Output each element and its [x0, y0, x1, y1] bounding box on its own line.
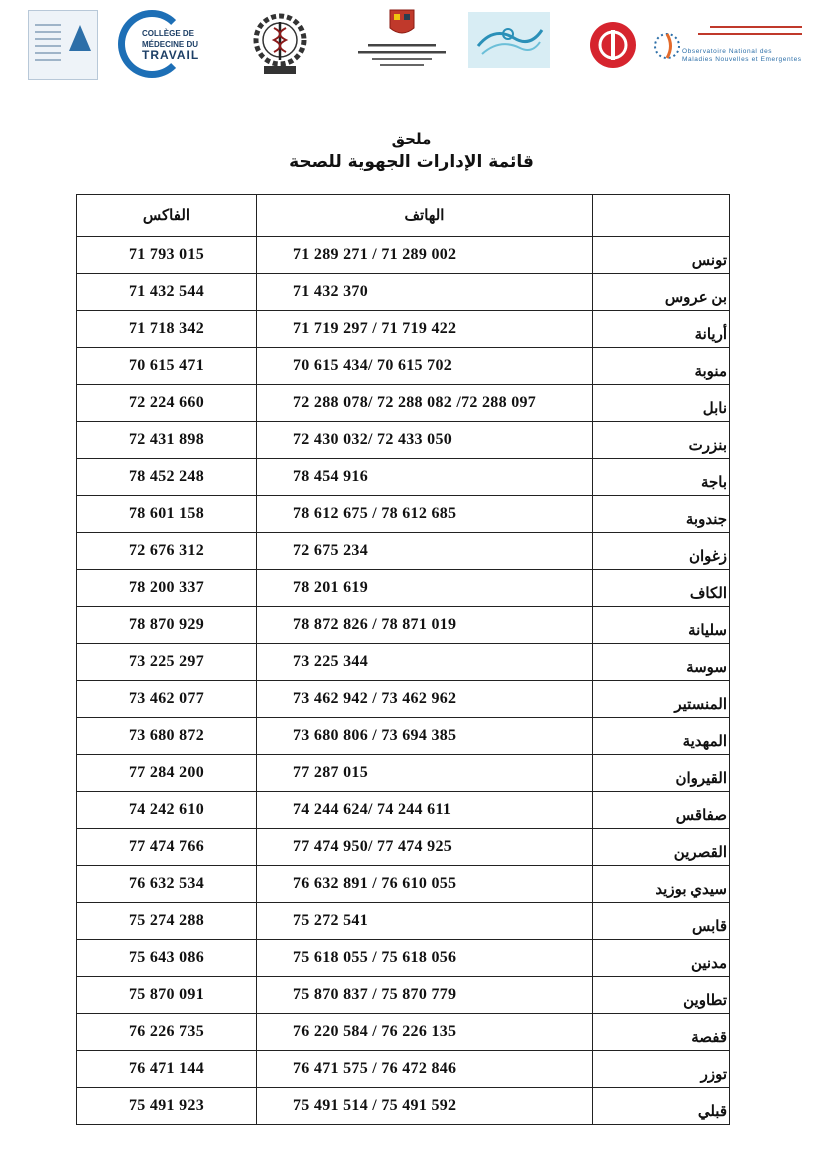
table-row	[77, 459, 730, 496]
region-cell: مدنين	[593, 940, 730, 977]
region-cell: قبلي	[593, 1088, 730, 1125]
region-cell: تطاوين	[593, 977, 730, 1014]
fax-cell: 71 432 544	[77, 274, 257, 311]
phone-cell: 72 288 078/ 72 288 082 /72 288 097	[257, 385, 593, 422]
fax-cell: 77 474 766	[77, 829, 257, 866]
phone-cell: 75 272 541	[257, 903, 593, 940]
phone-cell: 77 287 015	[257, 755, 593, 792]
phone-cell: 71 432 370	[257, 274, 593, 311]
institut-sante-securite-travail-logo	[28, 10, 98, 80]
fax-cell: 72 431 898	[77, 422, 257, 459]
fax-cell: 72 676 312	[77, 533, 257, 570]
fax-cell: 71 793 015	[77, 237, 257, 274]
table-row	[77, 829, 730, 866]
phone-cell: 71 719 297 / 71 719 422	[257, 311, 593, 348]
table-row	[77, 903, 730, 940]
annex-label: ملحق	[391, 130, 432, 148]
fax-cell: 73 680 872	[77, 718, 257, 755]
table-row	[77, 496, 730, 533]
college-medecine-du-travail-logo	[118, 8, 230, 78]
region-cell: القصرين	[593, 829, 730, 866]
gear-caduceus-logo	[250, 6, 310, 78]
table-row	[77, 940, 730, 977]
document-title: قائمة الإدارات الجهوية للصحة	[289, 152, 534, 172]
fax-cell: 75 643 086	[77, 940, 257, 977]
phone-cell: 75 491 514 / 75 491 592	[257, 1088, 593, 1125]
table-row	[77, 274, 730, 311]
table-row	[77, 1088, 730, 1125]
table-row	[77, 533, 730, 570]
region-cell: المهدية	[593, 718, 730, 755]
document-heading	[0, 128, 823, 174]
region-cell: سوسة	[593, 644, 730, 681]
fax-cell: 78 601 158	[77, 496, 257, 533]
fax-cell: 71 718 342	[77, 311, 257, 348]
region-cell: صفاقس	[593, 792, 730, 829]
phone-cell: 74 244 624/ 74 244 611	[257, 792, 593, 829]
table-row	[77, 570, 730, 607]
fax-cell: 76 226 735	[77, 1014, 257, 1051]
region-cell: بن عروس	[593, 274, 730, 311]
table-row	[77, 755, 730, 792]
region-cell: باجة	[593, 459, 730, 496]
fax-cell: 78 870 929	[77, 607, 257, 644]
phone-cell: 72 430 032/ 72 433 050	[257, 422, 593, 459]
table-row	[77, 718, 730, 755]
observatoire-name-line-2: Maladies Nouvelles et Emergentes	[682, 56, 802, 63]
fax-cell: 75 870 091	[77, 977, 257, 1014]
region-cell: القيروان	[593, 755, 730, 792]
phone-cell: 75 618 055 / 75 618 056	[257, 940, 593, 977]
table-row	[77, 644, 730, 681]
phone-cell: 75 870 837 / 75 870 779	[257, 977, 593, 1014]
region-column-header	[593, 195, 730, 237]
table-row	[77, 1014, 730, 1051]
regional-health-directorates-table	[76, 194, 730, 1125]
region-cell: المنستير	[593, 681, 730, 718]
table-row	[77, 681, 730, 718]
region-cell: بنزرت	[593, 422, 730, 459]
fax-cell: 72 224 660	[77, 385, 257, 422]
phone-cell: 73 462 942 / 73 462 962	[257, 681, 593, 718]
region-cell: الكاف	[593, 570, 730, 607]
tunisia-ministry-logo	[350, 6, 454, 78]
fax-cell: 75 491 923	[77, 1088, 257, 1125]
region-cell: قفصة	[593, 1014, 730, 1051]
phone-cell: 78 201 619	[257, 570, 593, 607]
region-cell: توزر	[593, 1051, 730, 1088]
phone-cell: 76 632 891 / 76 610 055	[257, 866, 593, 903]
region-cell: منوبة	[593, 348, 730, 385]
college-logo-line-1: COLLÈGE DE	[142, 29, 195, 38]
fax-cell: 76 632 534	[77, 866, 257, 903]
table-row	[77, 1051, 730, 1088]
table-row	[77, 311, 730, 348]
phone-cell: 78 454 916	[257, 459, 593, 496]
region-cell: سليانة	[593, 607, 730, 644]
phone-cell: 70 615 434/ 70 615 702	[257, 348, 593, 385]
region-cell: قابس	[593, 903, 730, 940]
fax-cell: 70 615 471	[77, 348, 257, 385]
region-cell: أريانة	[593, 311, 730, 348]
region-cell: تونس	[593, 237, 730, 274]
region-cell: سيدي بوزيد	[593, 866, 730, 903]
fax-cell: 78 452 248	[77, 459, 257, 496]
table-row	[77, 385, 730, 422]
phone-cell: 72 675 234	[257, 533, 593, 570]
table-row	[77, 977, 730, 1014]
fax-cell: 78 200 337	[77, 570, 257, 607]
college-logo-line-2: MÉDECINE DU	[142, 40, 199, 49]
fax-cell: 73 462 077	[77, 681, 257, 718]
region-cell: جندوبة	[593, 496, 730, 533]
phone-cell: 78 612 675 / 78 612 685	[257, 496, 593, 533]
fax-cell: 74 242 610	[77, 792, 257, 829]
phone-cell: 73 225 344	[257, 644, 593, 681]
fax-cell: 75 274 288	[77, 903, 257, 940]
fax-cell: 77 284 200	[77, 755, 257, 792]
wave-logo	[468, 12, 550, 68]
phone-cell: 77 474 950/ 77 474 925	[257, 829, 593, 866]
table-row	[77, 607, 730, 644]
region-cell: زغوان	[593, 533, 730, 570]
table-row	[77, 792, 730, 829]
table-header-row	[77, 195, 730, 237]
fax-cell: 73 225 297	[77, 644, 257, 681]
region-cell: نابل	[593, 385, 730, 422]
phone-cell: 71 289 271 / 71 289 002	[257, 237, 593, 274]
phone-cell: 78 872 826 / 78 871 019	[257, 607, 593, 644]
table-row	[77, 348, 730, 385]
red-circle-logo	[588, 20, 638, 70]
observatoire-national-logo	[652, 18, 802, 76]
table-row	[77, 237, 730, 274]
table-row	[77, 866, 730, 903]
phone-cell: 73 680 806 / 73 694 385	[257, 718, 593, 755]
phone-column-header: الهاتف	[257, 195, 593, 237]
logo-strip	[22, 4, 807, 80]
observatoire-name-line-1: Observatoire National des	[682, 48, 773, 55]
fax-column-header: الفاكس	[77, 195, 257, 237]
fax-cell: 76 471 144	[77, 1051, 257, 1088]
phone-cell: 76 471 575 / 76 472 846	[257, 1051, 593, 1088]
college-logo-line-3: TRAVAIL	[142, 48, 200, 62]
table-row	[77, 422, 730, 459]
phone-cell: 76 220 584 / 76 226 135	[257, 1014, 593, 1051]
